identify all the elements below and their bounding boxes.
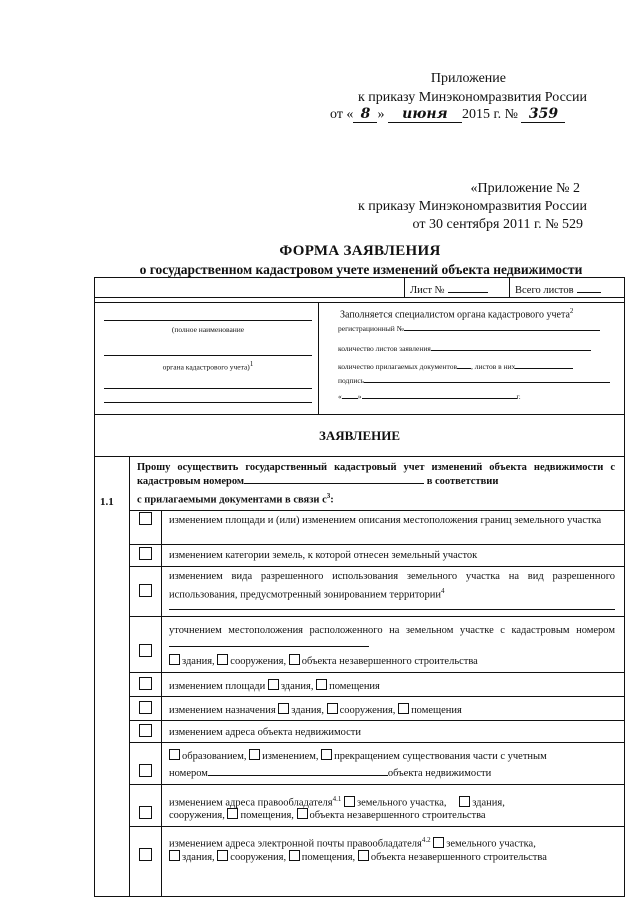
checkbox-opt5[interactable] <box>139 677 152 690</box>
checkbox-opt10-land[interactable] <box>433 837 444 848</box>
form-subtitle: о государственном кадастровом учете изменений объекта недвижимости <box>139 262 583 277</box>
docs-count-field[interactable]: количество прилагаемых документов , листов в них <box>338 362 616 371</box>
option-area-boundary: изменением площади и (или) изменением описания местоположения границ земельного участка <box>169 515 602 526</box>
appendix-label: Приложение <box>430 71 506 86</box>
checkbox-opt10-unfinished[interactable] <box>358 850 369 861</box>
option-permitted-use: изменением вида разрешенного использования земельного участка на вид разрешенного использования, предусмотренный зонированием территории$^4$ <box>169 571 615 601</box>
option-holder-address: изменением адреса правообладателя$^{4.1}$ земельного участка, здания, <box>169 795 505 809</box>
option-location-clarification: уточнением местоположения расположенного на земельном участке с кадастровым номером <box>169 624 615 652</box>
sheets-count-field[interactable]: количество листов заявления <box>338 344 616 353</box>
sheet-number-label: Лист № <box>410 285 445 296</box>
option-holder-address-objects: сооружения, помещения, объекта незавершенного строительства <box>169 810 486 821</box>
full-name-caption: (полное наименование <box>171 325 245 334</box>
checkbox-opt6-premises[interactable] <box>398 703 409 714</box>
date-prefix: от « <box>330 107 354 122</box>
checkbox-opt1[interactable] <box>139 512 152 525</box>
option-part-number: номером объекта недвижимости <box>169 768 492 779</box>
checkbox-opt2[interactable] <box>139 547 152 560</box>
checkbox-opt7[interactable] <box>139 724 152 737</box>
appendix-2-label: «Приложение № 2 <box>470 181 580 196</box>
option-location-objects: здания, сооружения, объекта незавершенного строительства <box>169 654 615 669</box>
reg-number-field[interactable]: регистрационный № <box>338 324 616 333</box>
order-date-line <box>330 106 600 123</box>
checkbox-opt6-building[interactable] <box>278 703 289 714</box>
checkbox-opt6-structure[interactable] <box>327 703 338 714</box>
checkbox-opt9-building[interactable] <box>459 796 470 807</box>
statement-title: ЗАЯВЛЕНИЕ <box>318 428 401 443</box>
total-sheets-label: Всего листов <box>515 285 574 296</box>
checkbox-opt5-building[interactable] <box>268 679 279 690</box>
checkbox-opt9[interactable] <box>139 806 152 819</box>
option-address-change: изменением адреса объекта недвижимости <box>169 727 361 738</box>
total-sheets-field[interactable] <box>515 282 601 298</box>
checkbox-opt10-structure[interactable] <box>217 850 228 861</box>
request-text: Прошу осуществить государственный кадастровый учет изменений объекта недвижимости с кадастровым номером в соответствии с прилагаемыми документами в связи $с^3$: <box>137 462 615 506</box>
checkbox-opt4-unfinished[interactable] <box>289 654 300 665</box>
checkbox-opt8[interactable] <box>139 764 152 777</box>
option-purpose-change: изменением назначения здания, сооружения, помещения <box>169 705 462 716</box>
option-holder-email-objects: здания, сооружения, помещения, объекта незавершенного строительства <box>169 850 615 865</box>
checkbox-opt9-unfinished[interactable] <box>297 808 308 819</box>
checkbox-opt5-premises[interactable] <box>316 679 327 690</box>
reception-date-field[interactable]: « » г. <box>338 392 521 401</box>
order-2-date: от 30 сентября 2011 г. № 529 <box>412 217 583 232</box>
form-title: ФОРМА ЗАЯВЛЕНИЯ <box>279 243 441 259</box>
organ-caption: органа кадастрового учета)$^1$ <box>162 360 254 372</box>
checkbox-opt8-termination[interactable] <box>321 749 332 760</box>
checkbox-opt10[interactable] <box>139 848 152 861</box>
option-holder-email: изменением адреса электронной почты правообладателя$^{4.2}$ земельного участка, <box>169 836 536 850</box>
checkbox-opt4-structure[interactable] <box>217 654 228 665</box>
option-land-category: изменением категории земель, к которой отнесен земельный участок <box>169 550 478 561</box>
checkbox-opt4[interactable] <box>139 644 152 657</box>
date-day: 8 <box>353 106 377 123</box>
checkbox-opt9-premises[interactable] <box>227 808 238 819</box>
date-number: 359 <box>521 106 565 123</box>
date-month: июня <box>388 106 462 123</box>
checkbox-opt9-land[interactable] <box>344 796 355 807</box>
specialist-title: Заполняется специалистом органа кадастрового учета$^2$ <box>340 307 574 321</box>
order-2-reference: к приказу Минэкономразвития России <box>357 199 587 214</box>
date-year: 2015 г. № <box>461 107 518 122</box>
checkbox-opt10-building[interactable] <box>169 850 180 861</box>
signature-field[interactable]: подпись <box>338 376 616 385</box>
option-part-change: образованием, изменением, прекращением существования части с учетным <box>169 749 615 764</box>
checkbox-opt8-formation[interactable] <box>169 749 180 760</box>
checkbox-opt3[interactable] <box>139 584 152 597</box>
checkbox-opt6[interactable] <box>139 701 152 714</box>
checkbox-opt8-change[interactable] <box>249 749 260 760</box>
section-number: 1.1 <box>100 496 114 508</box>
sheet-number-field[interactable] <box>410 282 488 298</box>
checkbox-opt4-building[interactable] <box>169 654 180 665</box>
checkbox-opt10-premises[interactable] <box>289 850 300 861</box>
order-reference: к приказу Минэкономразвития России <box>357 90 587 105</box>
option-area-change: изменением площади здания, помещения <box>169 681 380 692</box>
date-mid: » <box>377 107 385 122</box>
